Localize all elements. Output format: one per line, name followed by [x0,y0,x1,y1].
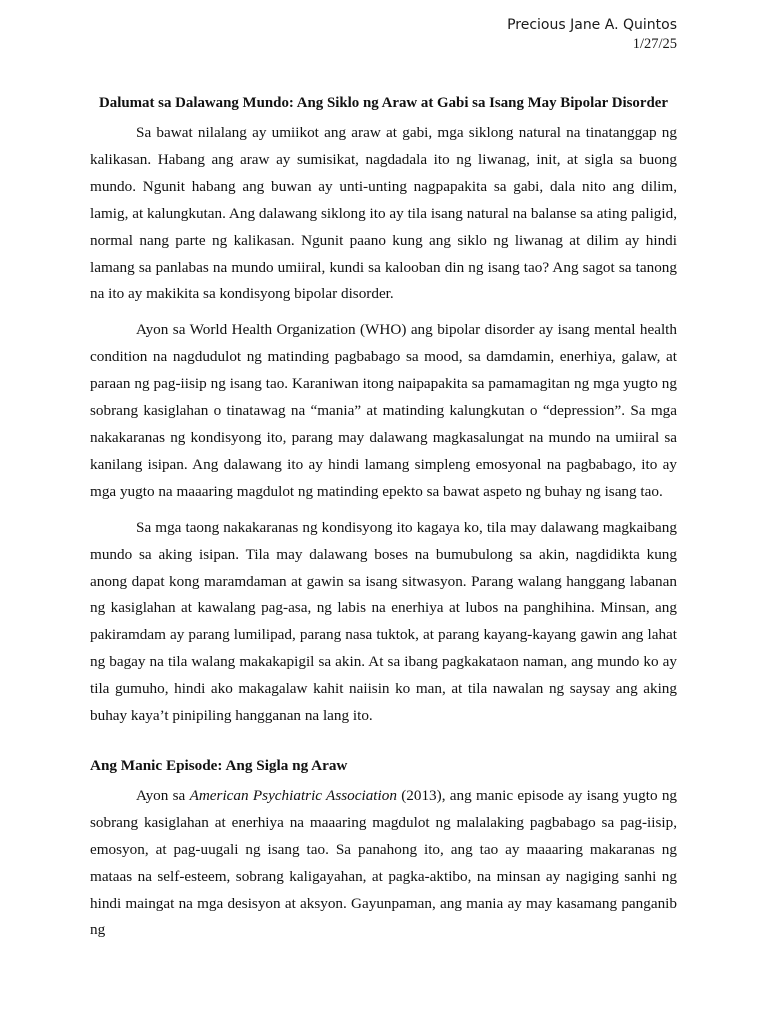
paragraph-text: Ayon sa [136,786,186,804]
paragraph: Sa bawat nilalang ay umiikot ang araw at gabi, mga siklong natural na tinatanggap ng kalikasan. Habang ang araw ay sumisikat, nagdadala ito ng liwanag, init, at sigla sa buong mundo. Ngunit habang ang buwan ay unti-unting nagpapakita sa gabi, dala nito ang dilim, lamig, at kalungkutan. Ang dalawang siklong ito ay tila isang natural na balanse sa ating paligid, normal nang parte ng kalikasan. Ngunit paano kung ang siklo ng liwanag at dilim ay hindi lamang sa panlabas na mundo umiiral, kundi sa kalooban din ng isang tao? Ang sagot sa tanong na ito ay makikita sa kondisyong bipolar disorder. [90,124,677,303]
citation-source: American Psychiatric Association [189,786,397,804]
document-title: Dalumat sa Dalawang Mundo: Ang Siklo ng Araw at Gabi sa Isang May Bipolar Disorder [99,95,668,111]
paragraph: Ayon sa World Health Organization (WHO) ang bipolar disorder ay isang mental health condition na nagdudulot ng matinding pagbabago sa mood, sa damdamin, enerhiya, galaw, at paraan ng pag-iisip ng isang tao. Karaniwan itong naipapakita sa pamamagitan ng mga yugto ng sobrang kasiglahan o tinatawag na “mania” at matinding kalungkutan o “depression”. Sa mga nakakaranas ng kondisyong ito, parang may dalawang magkasalungat na mundo na umiiral sa kanilang isipan. Ang dalawang ito ay hindi lamang simpleng emosyonal na pagbabago, ito ay mga yugto na maaaring magdulot ng matinding epekto sa bawat aspeto ng buhay ng isang tao. [90,321,677,500]
paragraph [90,783,677,944]
section-heading: Ang Manic Episode: Ang Sigla ng Araw [90,756,348,774]
author-name: Precious Jane A. Quintos [507,17,677,33]
page-header [507,16,677,54]
document-body [90,92,677,953]
paragraph: Sa mga taong nakakaranas ng kondisyong ito kagaya ko, tila may dalawang magkaibang mundo sa aking isipan. Tila may dalawang boses na bumubulong sa akin, nagdidikta kung anong dapat kong maramdaman at gawin sa isang sitwasyon. Parang walang hanggang labanan ng kasiglahan at kawalang pag-asa, ng labis na enerhiya at lubos na panghihina. Minsan, ang pakiramdam ay parang lumilipad, parang nasa tuktok, at parang kayang-kayang gawin ang lahat ng bagay na tila walang makakapigil sa akin. At sa ibang pagkakataon naman, ang mundo ko ay tila gumuho, hindi ako makagalaw kahit naiisin ko man, at tila nawalan ng saysay ang aking buhay kaya’t pinipiling hangganan na lang ito. [90,518,677,725]
header-date: 1/27/25 [632,36,677,52]
paragraph-text: (2013), ang manic episode ay isang yugto ng sobrang kasiglahan at enerhiya na maaaring magdulot ng malalaking pagbabago sa pag-iisip, emosyon, at pag-uugali ng isang tao. Sa panahong ito, ang tao ay maaaring makaranas ng mataas na self-esteem, sobrang kaligayahan, at pagka-aktibo, na minsan ay nagiging sanhi ng hindi maingat na mga desisyon at aksyon. Gayunpaman, ang mania ay may kasamang panganib ng [90,786,678,939]
